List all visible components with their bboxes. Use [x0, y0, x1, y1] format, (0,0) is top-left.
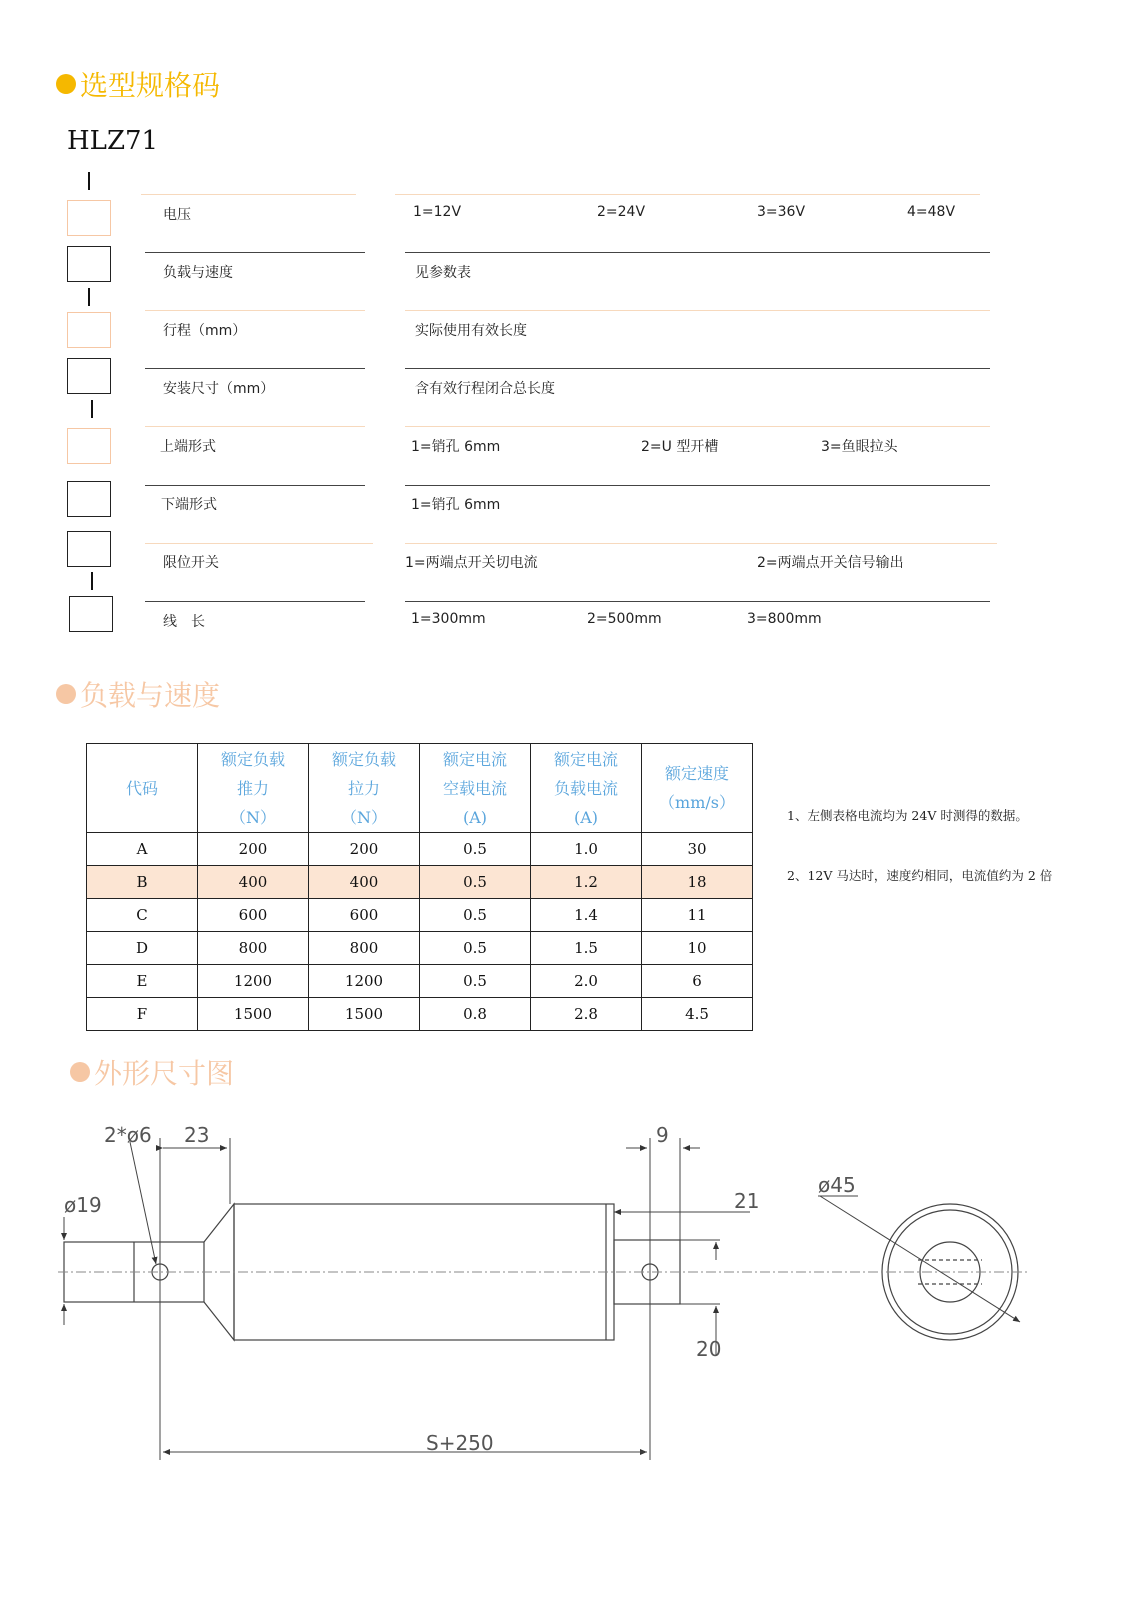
- dimension-drawing: [0, 1100, 1131, 1500]
- table-header: [531, 744, 642, 833]
- table-cell: 0.5: [420, 866, 531, 899]
- header-line: 空载电流: [442, 778, 507, 798]
- header-line: （N）: [229, 807, 276, 827]
- header-line: （N）: [340, 807, 387, 827]
- table-header: [642, 744, 753, 833]
- code-box-load: [67, 246, 111, 282]
- table-cell: 1.4: [531, 899, 642, 932]
- table-note-1: 1、左侧表格电流均为 24V 时测得的数据。: [787, 808, 1028, 823]
- header-line: 额定电流: [442, 749, 507, 769]
- bullet-dot-icon: [70, 1062, 90, 1082]
- table-row: [87, 998, 753, 1031]
- table-header: [420, 744, 531, 833]
- table-cell: 2.8: [531, 998, 642, 1031]
- connector-line: [88, 288, 90, 306]
- table-cell: F: [87, 998, 198, 1031]
- table-cell: 11: [642, 899, 753, 932]
- section-title-text: 外形尺寸图: [94, 1057, 235, 1090]
- table-cell: 1200: [309, 965, 420, 998]
- table-note-2: 2、12V 马达时，速度约相同，电流值约为 2 倍: [787, 868, 1053, 883]
- spec-option: 1=300mm: [411, 611, 486, 627]
- spec-option: 3=36V: [757, 204, 806, 220]
- spec-option: 1=两端点开关切电流: [405, 555, 538, 571]
- rule-line: [141, 194, 356, 195]
- connector-line: [88, 172, 90, 190]
- dim-label-19: ø19: [64, 1193, 102, 1217]
- spec-option: 2=U 型开槽: [641, 439, 719, 455]
- table-cell: 0.5: [420, 965, 531, 998]
- model-code: HLZ71: [67, 126, 159, 156]
- table-cell: 30: [642, 833, 753, 866]
- table-row: [87, 932, 753, 965]
- spec-option: 3=800mm: [747, 611, 822, 627]
- spec-option: 3=鱼眼拉头: [821, 439, 898, 455]
- table-cell: 200: [309, 833, 420, 866]
- table-cell: 1200: [198, 965, 309, 998]
- spec-option: 见参数表: [415, 265, 471, 281]
- leader-diameter-45: [820, 1196, 1020, 1322]
- rule-line: [145, 485, 365, 486]
- code-box-stroke: [67, 312, 111, 348]
- header-line: 额定负载: [220, 749, 285, 769]
- table-cell: D: [87, 932, 198, 965]
- table-cell: 10: [642, 932, 753, 965]
- load-speed-table: [86, 743, 753, 1031]
- table-cell: 0.5: [420, 833, 531, 866]
- code-box-voltage: [67, 200, 111, 236]
- header-line: (A): [462, 807, 488, 827]
- table-cell: A: [87, 833, 198, 866]
- header-line: (A): [573, 807, 599, 827]
- table-cell: 600: [309, 899, 420, 932]
- table-cell: C: [87, 899, 198, 932]
- header-line: （mm/s）: [659, 793, 735, 812]
- code-box-limit: [67, 531, 111, 567]
- bullet-dot-icon: [56, 684, 76, 704]
- rule-line: [405, 485, 990, 486]
- table-row-highlighted: [87, 866, 753, 899]
- rule-line: [395, 194, 980, 195]
- header-line: 额定电流: [553, 749, 618, 769]
- header-line: 拉力: [347, 778, 380, 798]
- section-title-text: 选型规格码: [80, 69, 221, 102]
- spec-option: 2=两端点开关信号输出: [757, 555, 904, 571]
- rule-line: [145, 543, 373, 544]
- header-line: 负载电流: [553, 778, 618, 798]
- table-row: [87, 965, 753, 998]
- spec-option: 4=48V: [907, 204, 956, 220]
- bullet-dot-icon: [56, 74, 76, 94]
- code-box-mount: [67, 358, 111, 394]
- rule-line: [405, 543, 997, 544]
- rule-line: [405, 601, 990, 602]
- spec-option: 含有效行程闭合总长度: [415, 381, 555, 397]
- dim-label-20: 20: [696, 1337, 722, 1361]
- table-cell: 1.2: [531, 866, 642, 899]
- rule-line: [145, 601, 365, 602]
- table-cell: 0.5: [420, 899, 531, 932]
- spec-option: 1=销孔 6mm: [411, 439, 501, 455]
- table-cell: 1500: [198, 998, 309, 1031]
- header-line: 推力: [236, 778, 269, 798]
- rule-line: [405, 310, 990, 311]
- connector-line: [91, 572, 93, 590]
- rule-line: [405, 426, 990, 427]
- rule-line: [145, 426, 365, 427]
- table-row: [87, 833, 753, 866]
- header-line: 代码: [125, 778, 158, 798]
- spec-option: 1=销孔 6mm: [411, 497, 501, 513]
- header-line: 额定负载: [331, 749, 396, 769]
- spec-label-bottom-end: 下端形式: [161, 497, 217, 513]
- rule-line: [145, 310, 365, 311]
- spec-label-stroke: 行程（mm）: [163, 323, 247, 339]
- dim-label-45: ø45: [818, 1173, 856, 1197]
- spec-label-voltage: 电压: [163, 207, 191, 223]
- table-cell: 1500: [309, 998, 420, 1031]
- rule-line: [145, 252, 365, 253]
- spec-option: 1=12V: [413, 204, 462, 220]
- table-header-row: [87, 744, 753, 833]
- spec-option: 2=500mm: [587, 611, 662, 627]
- dim-label-9: 9: [656, 1123, 669, 1147]
- table-cell: 200: [198, 833, 309, 866]
- rule-line: [405, 252, 990, 253]
- section-title-load-speed: [56, 674, 220, 714]
- spec-label-top-end: 上端形式: [160, 439, 216, 455]
- table-cell: 2.0: [531, 965, 642, 998]
- table-cell: 18: [642, 866, 753, 899]
- header-line: 额定速度: [664, 764, 729, 783]
- dim-label-s250: S+250: [426, 1431, 494, 1455]
- connector-line: [91, 400, 93, 418]
- rule-line: [405, 368, 990, 369]
- code-box-bottom-end: [67, 481, 111, 517]
- spec-label-mount: 安装尺寸（mm）: [163, 381, 275, 397]
- table-cell: 1.0: [531, 833, 642, 866]
- table-header: [309, 744, 420, 833]
- table-cell: 0.5: [420, 932, 531, 965]
- table-cell: 1.5: [531, 932, 642, 965]
- table-cell: 4.5: [642, 998, 753, 1031]
- rule-line: [145, 368, 365, 369]
- dim-label-23: 23: [184, 1123, 210, 1147]
- table-cell: 400: [309, 866, 420, 899]
- table-header: [87, 744, 198, 833]
- dim-label-pin: 2*ø6: [104, 1123, 152, 1147]
- dim-label-21: 21: [734, 1189, 760, 1213]
- spec-label-cable: 线 长: [163, 614, 205, 630]
- section-title-selection: [56, 64, 220, 104]
- spec-option: 2=24V: [597, 204, 646, 220]
- spec-option: 实际使用有效长度: [415, 323, 527, 339]
- table-cell: 800: [309, 932, 420, 965]
- code-box-cable: [69, 596, 113, 632]
- spec-label-limit: 限位开关: [163, 555, 219, 571]
- table-cell: 0.8: [420, 998, 531, 1031]
- table-cell: E: [87, 965, 198, 998]
- spec-label-load: 负载与速度: [163, 265, 233, 281]
- section-title-text: 负载与速度: [80, 679, 221, 712]
- code-box-top-end: [67, 428, 111, 464]
- table-header: [198, 744, 309, 833]
- table-cell: 600: [198, 899, 309, 932]
- table-cell: 800: [198, 932, 309, 965]
- table-cell: B: [87, 866, 198, 899]
- table-row: [87, 899, 753, 932]
- section-title-dimensions: [70, 1052, 234, 1092]
- table-cell: 400: [198, 866, 309, 899]
- table-cell: 6: [642, 965, 753, 998]
